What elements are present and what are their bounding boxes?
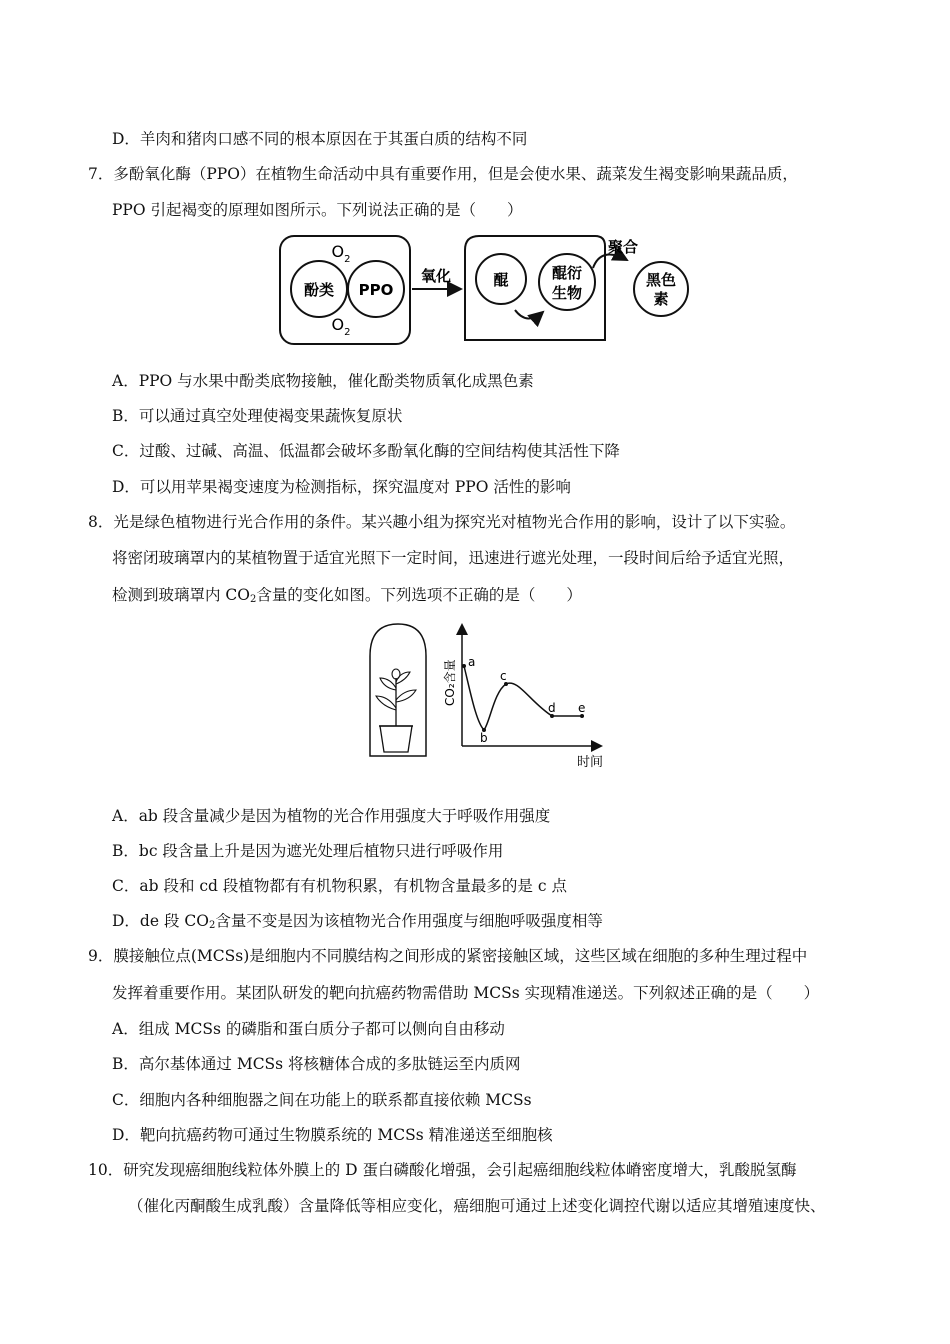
q7-option-c: C．过酸、过碱、高温、低温都会破坏多酚氧化酶的空间结构使其活性下降 bbox=[112, 442, 620, 460]
q8-option-a: A．ab 段含量减少是因为植物的光合作用强度大于呼吸作用强度 bbox=[112, 807, 551, 825]
polymerize-arrow bbox=[593, 255, 627, 268]
phenol-label: 酚类 bbox=[303, 281, 335, 299]
co2-experiment-figure bbox=[360, 618, 610, 778]
co2-curve bbox=[464, 666, 584, 730]
q7-option-a: A．PPO 与水果中酚类底物接触，催化酚类物质氧化成黑色素 bbox=[112, 372, 534, 390]
o2-top-label: $O_2$ bbox=[331, 242, 351, 265]
q7-stem-line2: PPO 引起褐变的原理如图所示。下列说法正确的是（ ） bbox=[112, 201, 523, 219]
plant-pot bbox=[380, 726, 412, 752]
q8-option-b: B．bc 段含量上升是因为遮光处理后植物只进行呼吸作用 bbox=[112, 842, 504, 860]
q9-stem-line1: 9．膜接触位点(MCSs)是细胞内不同膜结构之间形成的紧密接触区域，这些区域在细胞的多种生理过程中 bbox=[88, 947, 808, 965]
point-label-e: e bbox=[578, 701, 586, 715]
ppo-browning-diagram bbox=[275, 232, 695, 350]
plant-leaf-3 bbox=[380, 678, 396, 690]
q8-option-c: C．ab 段和 cd 段植物都有有机物积累，有机物含量最多的是 c 点 bbox=[112, 877, 567, 895]
q8-stem-line1: 8．光是绿色植物进行光合作用的条件。某兴趣小组为探究光对植物光合作用的影响，设计了以下实验。 bbox=[88, 513, 796, 531]
q7-stem-line1: 7．多酚氧化酶（PPO）在植物生命活动中具有重要作用，但是会使水果、蔬菜发生褐变影响果蔬品质， bbox=[88, 165, 798, 183]
quinone-derivative-label-2: 生物 bbox=[551, 284, 583, 302]
q7-option-b: B．可以通过真空处理使褐变果蔬恢复原状 bbox=[112, 407, 403, 425]
ppo-label: PPO bbox=[358, 281, 394, 299]
q8-stem-line3: 检测到玻璃罩内 $CO_2$含量的变化如图。下列选项不正确的是（ ） bbox=[112, 586, 582, 605]
q9-option-a: A．组成 MCSs 的磷脂和蛋白质分子都可以侧向自由移动 bbox=[112, 1020, 505, 1038]
q10-stem-line2: （催化丙酮酸生成乳酸）含量降低等相应变化，癌细胞可通过上述变化调控代谢以适应其增殖速度快、 bbox=[128, 1197, 826, 1215]
point-label-a: a bbox=[468, 655, 476, 669]
diagram-box-products bbox=[465, 236, 605, 340]
point-a bbox=[462, 664, 466, 668]
q9-stem-line2: 发挥着重要作用。某团队研发的靶向抗癌药物需借助 MCSs 实现精准递送。下列叙述正确的是（ ） bbox=[112, 984, 820, 1002]
plant-leaf-1 bbox=[376, 696, 396, 710]
point-label-b: b bbox=[480, 731, 488, 745]
q9-option-d: D．靶向抗癌药物可通过生物膜系统的 MCSs 精准递送至细胞核 bbox=[112, 1126, 553, 1144]
q10-stem-line1: 10．研究发现癌细胞线粒体外膜上的 D 蛋白磷酸化增强，会引起癌细胞线粒体嵴密度增大，乳酸脱氢酶 bbox=[88, 1161, 797, 1179]
q6-option-d: D．羊肉和猪肉口感不同的根本原因在于其蛋白质的结构不同 bbox=[112, 130, 528, 148]
melanin-label-1: 黑色 bbox=[645, 271, 677, 289]
oxidize-label: 氧化 bbox=[420, 267, 452, 285]
q8-stem-line2: 将密闭玻璃罩内的某植物置于适宜光照下一定时间，迅速进行遮光处理，一段时间后给予适宜光照， bbox=[112, 549, 795, 567]
quinone-derivative-label-1: 醌衍 bbox=[551, 264, 583, 282]
graph-xlabel: 时间 bbox=[576, 755, 604, 770]
melanin-label-2: 素 bbox=[653, 290, 669, 308]
q9-option-c: C．细胞内各种细胞器之间在功能上的联系都直接依赖 MCSs bbox=[112, 1091, 532, 1109]
polymerize-label: 聚合 bbox=[607, 238, 639, 256]
plant-leaf-2 bbox=[396, 690, 416, 702]
quinone-label: 醌 bbox=[493, 271, 509, 289]
point-label-c: c bbox=[500, 669, 507, 683]
curved-arrow-small bbox=[515, 310, 543, 319]
glass-bell-jar bbox=[370, 624, 426, 756]
q9-option-b: B．高尔基体通过 MCSs 将核糖体合成的多肽链运至内质网 bbox=[112, 1055, 521, 1073]
q7-option-d: D．可以用苹果褐变速度为检测指标，探究温度对 PPO 活性的影响 bbox=[112, 478, 571, 496]
q8-option-d: D．de 段 $CO_2$含量不变是因为该植物光合作用强度与细胞呼吸强度相等 bbox=[112, 912, 603, 931]
o2-bottom-label: $O_2$ bbox=[331, 315, 351, 338]
graph-ylabel: CO₂含量 bbox=[443, 659, 457, 706]
point-label-d: d bbox=[548, 701, 556, 715]
